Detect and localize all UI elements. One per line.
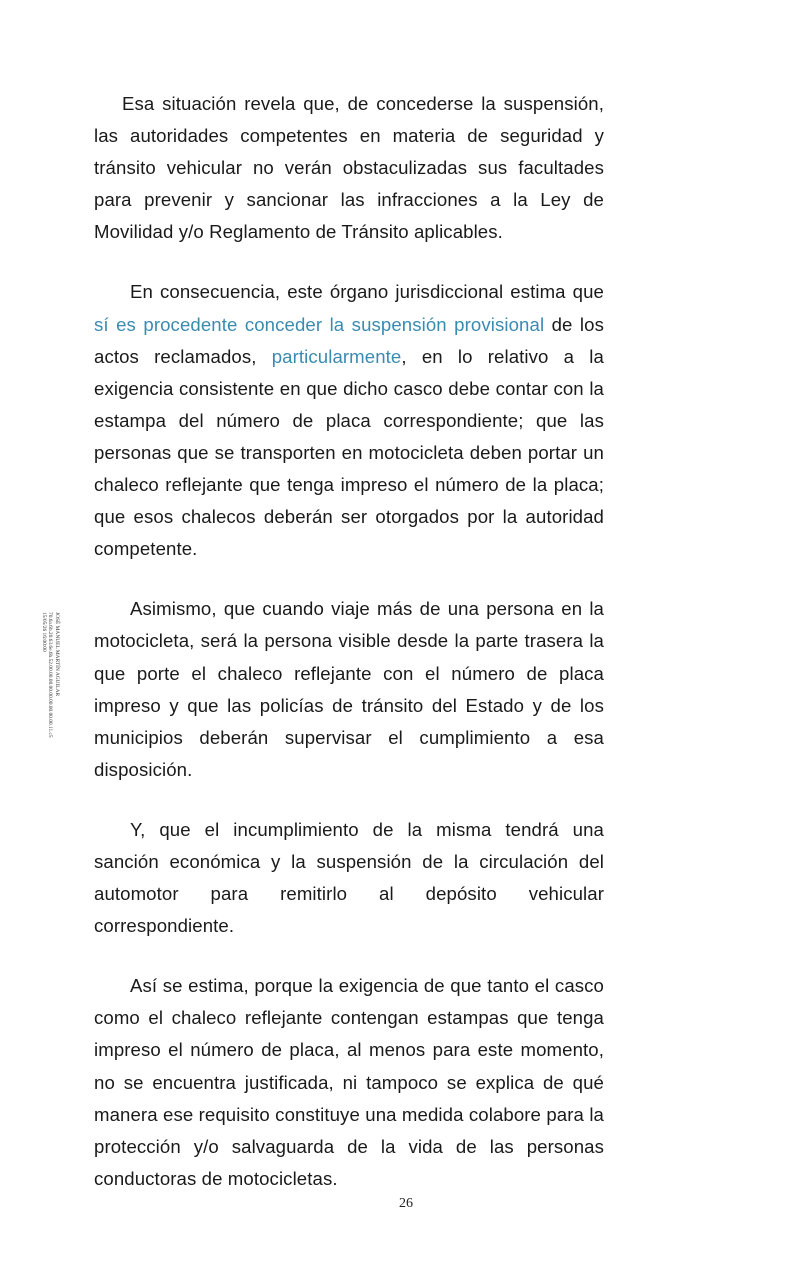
paragraph: [94, 970, 604, 1195]
paragraph: [94, 814, 604, 942]
paragraph: [94, 276, 604, 565]
signature-line: JOSÉ MANUEL MARTÍN AGUILAR: [54, 612, 60, 697]
electronic-signature-stamp: [40, 612, 60, 782]
highlighted-text: sí es procedente conceder la suspensión provisional: [94, 313, 545, 335]
text-segment: En consecuencia, este órgano jurisdiccional estima que: [130, 281, 604, 303]
page-number: 26: [399, 1196, 413, 1211]
text-segment: Así se estima, porque la exigencia de que tanto el casco como el chaleco reflejante contengan estampas que tenga impreso el número de placa, al menos para este momento, no se encuentra justificada, ni tampoco se explica de qué manera ese requisito constituye una medida colabore para la protección y/o salvaguarda de la vida de las personas conductoras de motocicletas.: [94, 975, 604, 1189]
document-body: [94, 88, 604, 1223]
highlighted-text: particularmente: [271, 345, 402, 367]
paragraph: [94, 88, 604, 248]
paragraph: [94, 593, 604, 786]
text-segment: de los actos reclamados,: [94, 313, 604, 367]
text-segment: Asimismo, que cuando viaje más de una persona en la motocicleta, será la persona visible desde la parte trasera la que porte el chaleco reflejante con el número de placa impreso y que las policías de tránsito del Estado y de los municipios deberán supervisar el cumplimiento a esa disposición.: [94, 598, 604, 780]
text-segment: Esa situación revela que, de concederse la suspensión, las autoridades competentes en materia de seguridad y tránsito vehicular no verán obstaculizadas sus facultades para prevenir y sancionar las infracciones a la Ley de Movilidad y/o Reglamento de Tránsito aplicables.: [94, 93, 604, 243]
text-segment: Y, que el incumplimiento de la misma tendrá una sanción económica y la suspensión de la circulación del automotor para remitirlo al depósito vehicular correspondiente.: [94, 818, 604, 937]
signature-line: 15/05/26 16:00:00: [40, 612, 47, 652]
signature-line: 70.6a.6b.20.63.6e.6b.52.00.00.00.00.00.00.00.00.00.11.c5: [47, 612, 54, 738]
text-segment: , en lo relativo a la exigencia consistente en que dicho casco debe contar con la estampa del número de placa correspondiente; que las personas que se transporten en motocicleta deben portar un chaleco reflejante que tenga impreso el número de la placa; que esos chalecos deberán ser otorgados por la autoridad competente.: [94, 345, 604, 560]
